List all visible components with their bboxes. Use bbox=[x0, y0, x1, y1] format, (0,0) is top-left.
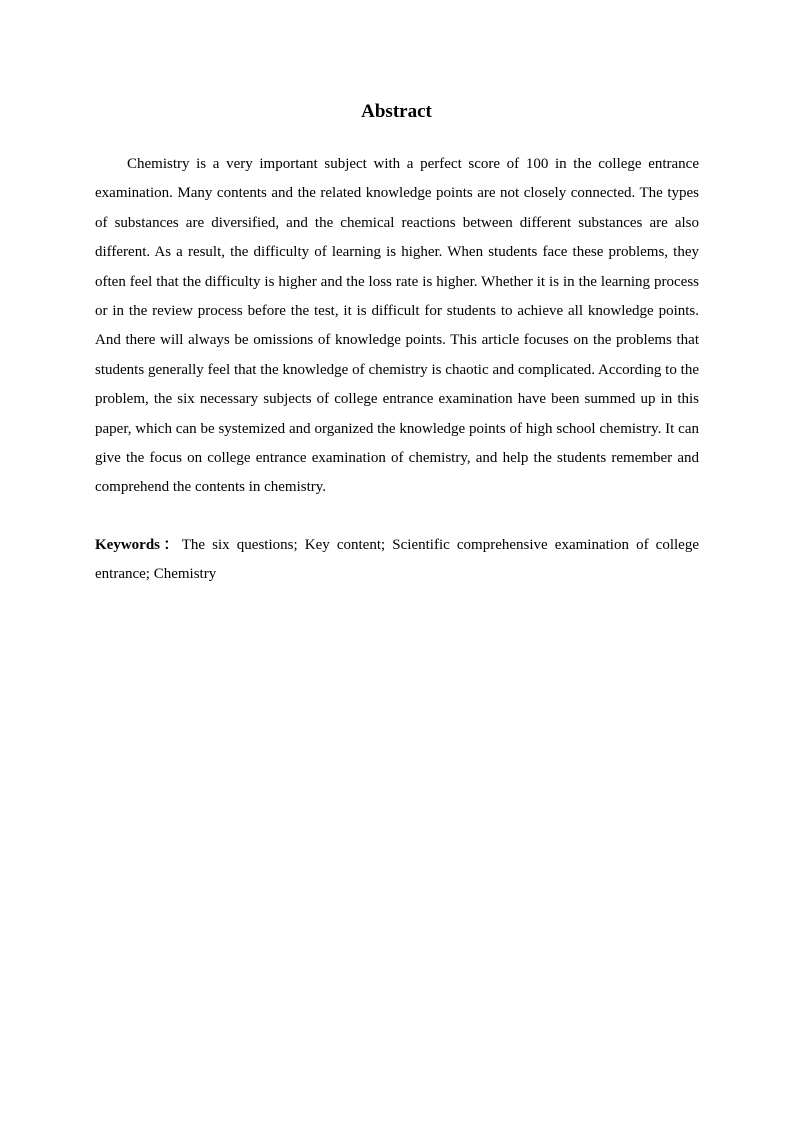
keywords-line bbox=[95, 531, 699, 590]
keywords-text: The six questions; Key content; Scientific comprehensive examination of college entrance; Chemistry bbox=[95, 537, 699, 583]
keywords-label: Keywords： bbox=[95, 537, 182, 553]
abstract-body: Chemistry is a very important subject with a perfect score of 100 in the college entrance examination. Many contents and the related knowledge points are not closely connected. The types of substances are diversified, and the chemical reactions between different substances are also different. As a result, the difficulty of learning is higher. When students face these problems, they often feel that the difficulty is higher and the loss rate is higher. Whether it is in the learning process or in the review process before the test, it is difficult for students to achieve all knowledge points. And there will always be omissions of knowledge points. This article focuses on the problems that students generally feel that the knowledge of chemistry is chaotic and complicated. According to the problem, the six necessary subjects of college entrance examination have been summed up in this paper, which can be systemized and organized the knowledge points of high school chemistry. It can give the focus on college entrance examination of chemistry, and help the students remember and comprehend the contents in chemistry. bbox=[95, 156, 699, 496]
abstract-title: Abstract bbox=[361, 101, 432, 122]
